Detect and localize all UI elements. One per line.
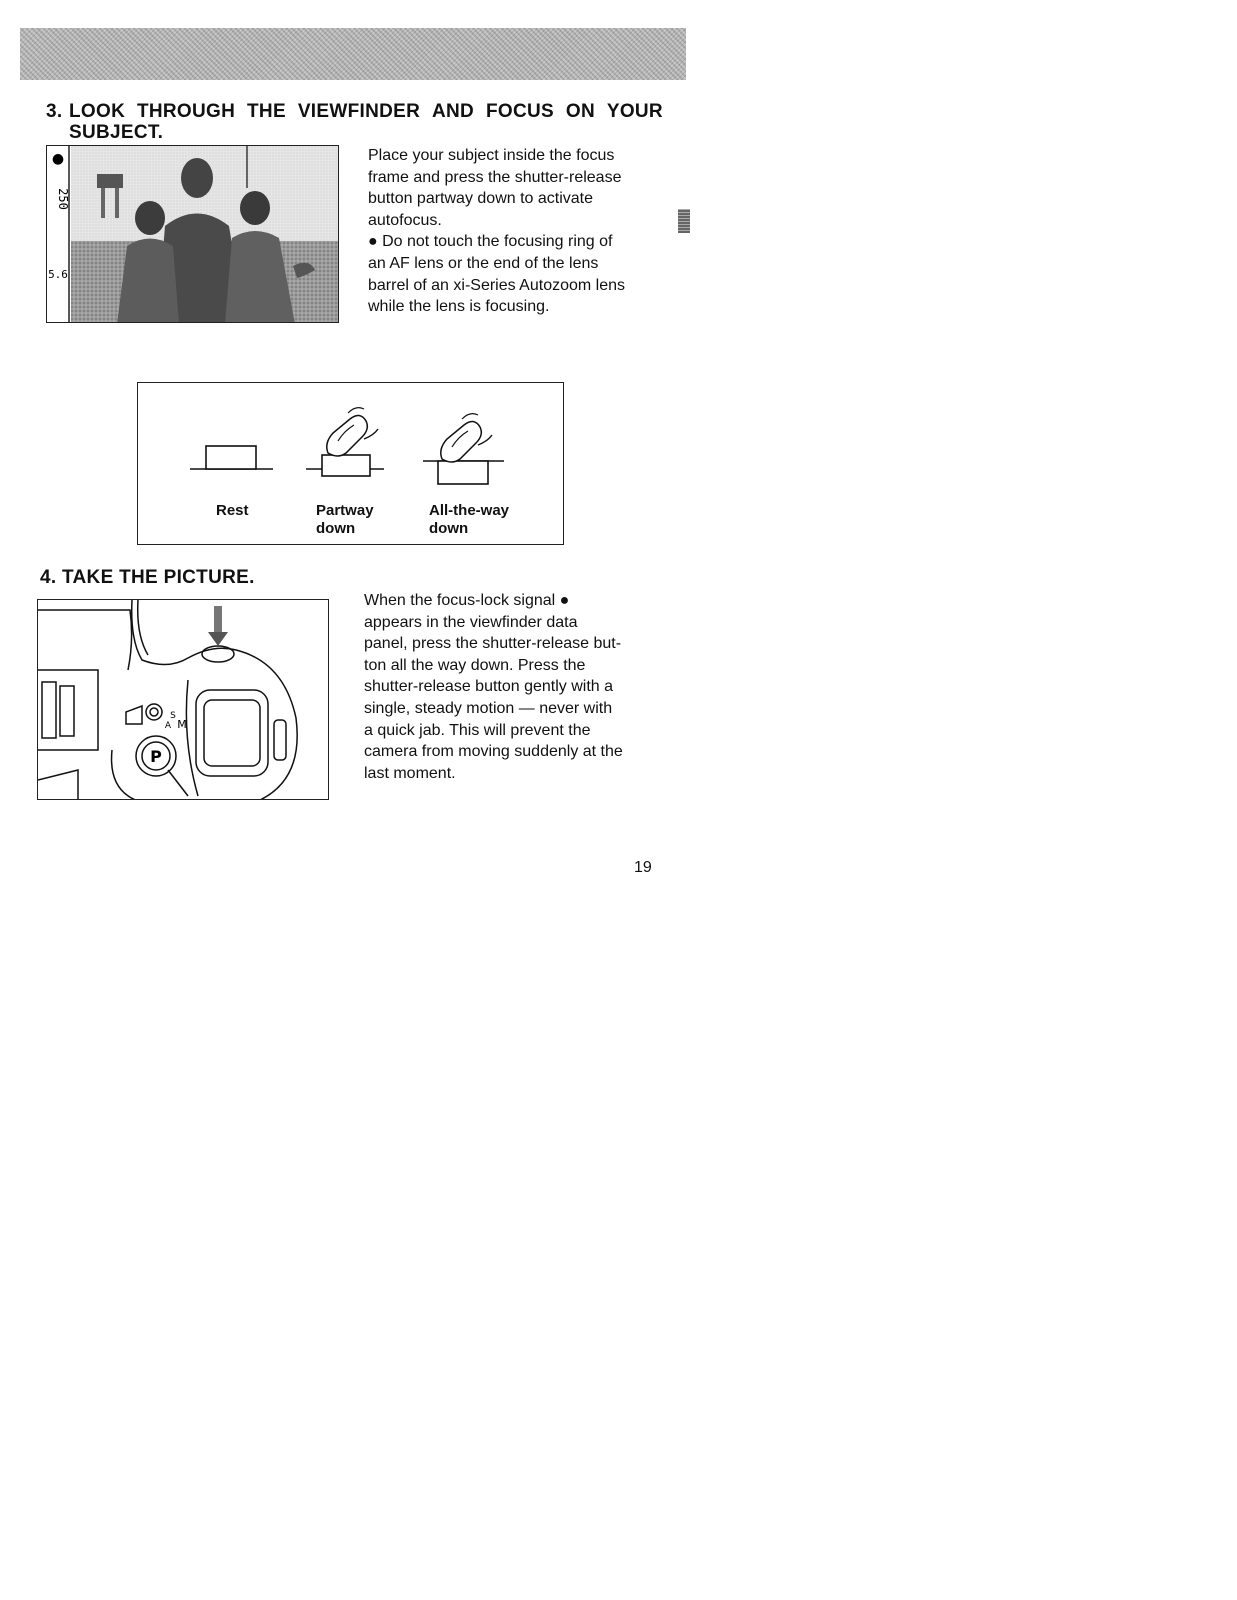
text-line: button partway down to activate — [368, 190, 594, 208]
title-word: FOCUS — [485, 101, 554, 122]
label-line: All-the-way — [429, 502, 510, 519]
title-word: YOUR — [606, 101, 663, 122]
button-alltheway-illustration — [423, 414, 504, 484]
header-banner — [20, 28, 686, 80]
shutter-mode-label: S — [170, 711, 176, 721]
text-line: a quick jab. This will prevent the — [364, 721, 591, 739]
camera-drawing — [38, 600, 329, 800]
label-partway — [316, 502, 406, 538]
text-line: last moment. — [364, 764, 456, 782]
step-4-title: 4. TAKE THE PICTURE. — [40, 567, 255, 588]
aperture-mode-label: A — [164, 721, 172, 731]
step-4-description — [364, 590, 656, 784]
viewfinder-illustration — [46, 145, 339, 323]
text-line: autofocus. — [368, 211, 442, 229]
text-line: When the focus-lock signal ● — [364, 592, 570, 609]
step-3-number: 3. — [46, 101, 63, 122]
text-line: Place your subject inside the focus — [368, 147, 615, 164]
title-word: VIEWFINDER — [297, 101, 421, 122]
label-rest: Rest — [216, 502, 249, 519]
button-rest-illustration — [190, 446, 273, 469]
title-word: LOOK — [69, 101, 126, 122]
viewfinder-photo — [47, 146, 339, 323]
text-line: ton all the way down. Press the — [364, 656, 586, 674]
text-line: shutter-release button gently with a — [364, 678, 614, 696]
focus-signal-icon: ● — [51, 151, 65, 167]
page-number: 19 — [634, 859, 652, 876]
text-line: camera from moving suddenly at the — [364, 743, 623, 761]
bullet-line: ● Do not touch the focusing ring of — [368, 233, 613, 251]
step-3-description — [368, 145, 662, 318]
aperture-readout: 5.6 — [48, 268, 68, 281]
chapter-tab-marker — [678, 209, 690, 233]
text-line: barrel of an xi-Series Autozoom lens — [368, 276, 626, 294]
button-partway-illustration — [306, 408, 384, 476]
label-line: down — [316, 520, 356, 537]
label-line: Partway — [316, 502, 374, 519]
text-line: while the lens is focusing. — [368, 298, 550, 316]
title-word: THE — [247, 101, 286, 122]
title-word: AND — [432, 101, 475, 122]
label-line: down — [429, 520, 469, 537]
manual-mode-label: M — [177, 718, 187, 731]
text-line: an AF lens or the end of the lens — [368, 254, 599, 272]
shutter-speed-readout: 250 — [56, 188, 70, 210]
program-mode-label: P — [150, 747, 162, 766]
camera-top-illustration — [37, 599, 329, 800]
title-word: ON — [565, 101, 595, 122]
text-line: single, steady motion — never with — [364, 699, 613, 717]
text-line: panel, press the shutter-release but- — [364, 635, 622, 653]
title-word: THROUGH — [136, 101, 236, 122]
text-line: appears in the viewfinder data — [364, 613, 578, 631]
press-arrow-icon — [208, 606, 228, 646]
label-alltheway — [429, 502, 549, 538]
text-line: frame and press the shutter-release — [368, 168, 622, 186]
step-3-title-line2: SUBJECT. — [69, 122, 164, 143]
